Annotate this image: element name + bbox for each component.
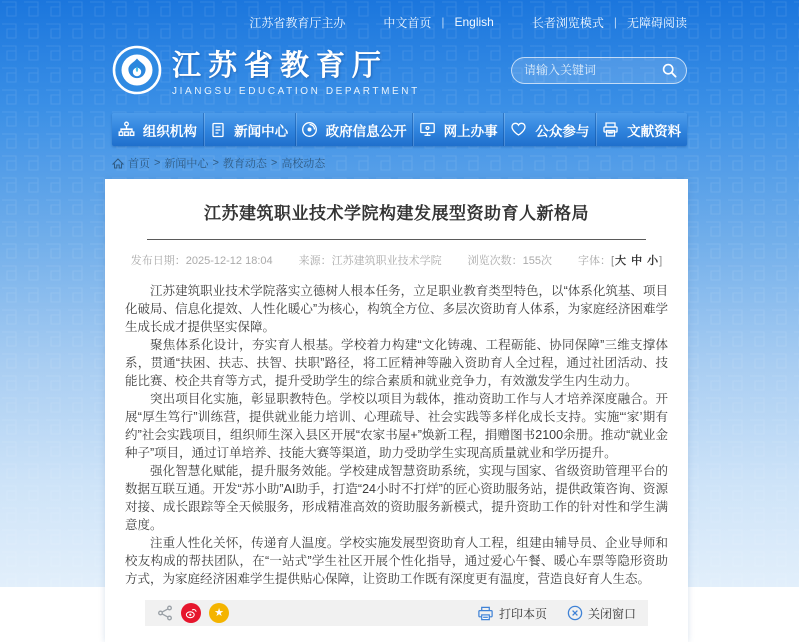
monitor-icon bbox=[419, 121, 436, 138]
nav-label: 政府信息公开 bbox=[325, 123, 407, 139]
nav-item-organization[interactable] bbox=[112, 113, 204, 146]
paragraph: 江苏建筑职业技术学院落实立德树人根本任务，立足职业教育类型特色，以“体系化筑基、项目化破局、信息化提效、人性化暖心”为核心，构筑全方位、多层次资助育人体系，为家庭经济困难学生成长成才提供坚实保障。 bbox=[125, 284, 668, 334]
site-logo[interactable] bbox=[112, 43, 420, 97]
publish-date bbox=[131, 252, 273, 268]
print-page-button[interactable] bbox=[477, 605, 547, 622]
site-title: 江苏省教育厅 bbox=[172, 50, 389, 82]
share-icon[interactable] bbox=[157, 605, 173, 621]
breadcrumb-education-news[interactable]: 教育动态 bbox=[222, 158, 267, 170]
weibo-share-icon[interactable] bbox=[181, 603, 201, 623]
breadcrumb-separator: > bbox=[212, 157, 219, 169]
chinese-home-link[interactable]: 中文首页 bbox=[383, 15, 432, 30]
nav-item-public-participation[interactable] bbox=[504, 113, 596, 146]
paragraph: 注重人性化关怀，传递育人温度。学校实施发展型资助育人工程，组建由辅导员、企业导师和校友构成的帮扶团队，在“一站式”学生社区开展个性化指导，通过爱心午餐、暖心车票等隐形资助方式，为家庭经济困难学生提供贴心保障，让资助工作既有深度更有温度，营造良好育人生态。 bbox=[125, 536, 668, 586]
breadcrumb-university-news[interactable]: 高校动态 bbox=[281, 158, 326, 170]
breadcrumb-news-center[interactable]: 新闻中心 bbox=[164, 158, 209, 170]
source-value: 江苏建筑职业技术学院 bbox=[331, 255, 442, 267]
font-size-control bbox=[578, 252, 662, 268]
close-circle-icon bbox=[567, 605, 583, 621]
heart-icon bbox=[510, 121, 527, 138]
nav-label: 网上办事 bbox=[443, 123, 498, 139]
nav-label: 新闻中心 bbox=[234, 123, 289, 139]
nav-label: 组织机构 bbox=[142, 123, 197, 139]
close-window-label: 关闭窗口 bbox=[587, 606, 636, 621]
article-title: 江苏建筑职业技术学院构建发展型资助育人新格局 bbox=[204, 204, 589, 223]
article-meta bbox=[121, 240, 672, 276]
view-count-value: 155次 bbox=[522, 255, 552, 267]
article-panel bbox=[105, 179, 688, 642]
paragraph: 强化智慧化赋能，提升服务效能。学校建成智慧资助系统，实现与国家、省级资助管理平台的数据互联互通。开发“苏小助”AI助手，打造“24小时不打烊”的匠心资助服务站，提供政策咨询、资源对接、成长跟踪等全天候服务，形成精准高效的资助服务新模式，提升资助工作的针对性和学生满意度。 bbox=[125, 464, 668, 532]
nav-label: 公众参与 bbox=[535, 123, 590, 139]
search-box bbox=[511, 57, 687, 84]
host-link[interactable]: 江苏省教育厅主办 bbox=[249, 15, 346, 30]
publish-date-value: 2025-12-12 18:04 bbox=[185, 255, 273, 267]
nav-item-documents[interactable] bbox=[596, 113, 687, 146]
top-utility-bar bbox=[0, 0, 799, 38]
masthead bbox=[0, 38, 799, 100]
source bbox=[299, 252, 442, 268]
english-link[interactable]: English bbox=[454, 15, 494, 29]
education-department-logo-icon bbox=[112, 45, 162, 95]
paragraph: 突出项目化实施，彰显职教特色。学校以项目为载体，推动资助工作与人才培养深度融合。开展“厚生笃行”训练营，提供就业能力培训、心理疏导、社会实践等多样化成长支持。实施“‘家’期有约”社会实践项目，组织师生深入县区开展“农家书屋+”焕新工程，捐赠图书2100余册。推动“就业金种子”项目，通过订单培养、技能大赛等渠道，助力受助学生实现高质量就业和学历提升。 bbox=[125, 392, 668, 460]
search-icon[interactable] bbox=[661, 62, 678, 79]
divider: | bbox=[441, 15, 445, 29]
bracket: ] bbox=[659, 255, 663, 267]
nav-item-online-services[interactable] bbox=[413, 113, 505, 146]
breadcrumb-home[interactable]: 首页 bbox=[128, 158, 150, 170]
font-size-small-button[interactable]: 小 bbox=[647, 255, 659, 267]
archive-icon bbox=[602, 121, 619, 138]
breadcrumb-separator: > bbox=[270, 157, 278, 169]
search-input[interactable] bbox=[524, 63, 661, 77]
publish-date-label: 发布日期： bbox=[130, 255, 186, 267]
view-count bbox=[468, 252, 552, 268]
org-chart-icon bbox=[118, 121, 135, 138]
font-size-label: 字体： bbox=[577, 255, 611, 267]
info-disclosure-icon bbox=[301, 121, 318, 138]
source-label: 来源： bbox=[298, 255, 332, 267]
article-footer-bar bbox=[145, 600, 648, 626]
article-body bbox=[121, 276, 672, 588]
font-size-large-button[interactable]: 大 bbox=[615, 255, 627, 267]
elder-mode-link[interactable]: 长者浏览模式 bbox=[531, 15, 604, 30]
site-title-en: JIANGSU EDUCATION DEPARTMENT bbox=[172, 86, 420, 97]
font-size-medium-button[interactable]: 中 bbox=[631, 255, 643, 267]
bracket: [ bbox=[610, 255, 615, 267]
breadcrumb-separator: > bbox=[154, 157, 161, 169]
print-page-label: 打印本页 bbox=[498, 606, 547, 621]
home-icon bbox=[112, 158, 124, 169]
printer-icon bbox=[477, 605, 494, 622]
nav-label: 文献资料 bbox=[627, 123, 682, 139]
breadcrumb bbox=[0, 146, 799, 171]
close-window-button[interactable] bbox=[567, 605, 636, 622]
view-count-label: 浏览次数： bbox=[467, 255, 523, 267]
accessibility-link[interactable]: 无障碍阅读 bbox=[626, 15, 687, 30]
qzone-share-icon[interactable]: ★ bbox=[209, 603, 229, 623]
primary-nav bbox=[112, 113, 687, 146]
nav-item-news-center[interactable] bbox=[204, 113, 296, 146]
nav-item-gov-info-disclosure[interactable] bbox=[296, 113, 413, 146]
paragraph: 聚焦体系化设计，夯实育人根基。学校着力构建“文化铸魂、工程砺能、协同保障”三维支撑体系，贯通“扶困、扶志、扶智、扶职”路径，将工匠精神等融入资助育人全过程，通过社团活动、技能比赛、校企共育等方式，提升受助学生的综合素质和就业竞争力，有效激发学生内生动力。 bbox=[125, 338, 668, 388]
divider: | bbox=[613, 15, 617, 29]
news-icon bbox=[210, 122, 226, 138]
